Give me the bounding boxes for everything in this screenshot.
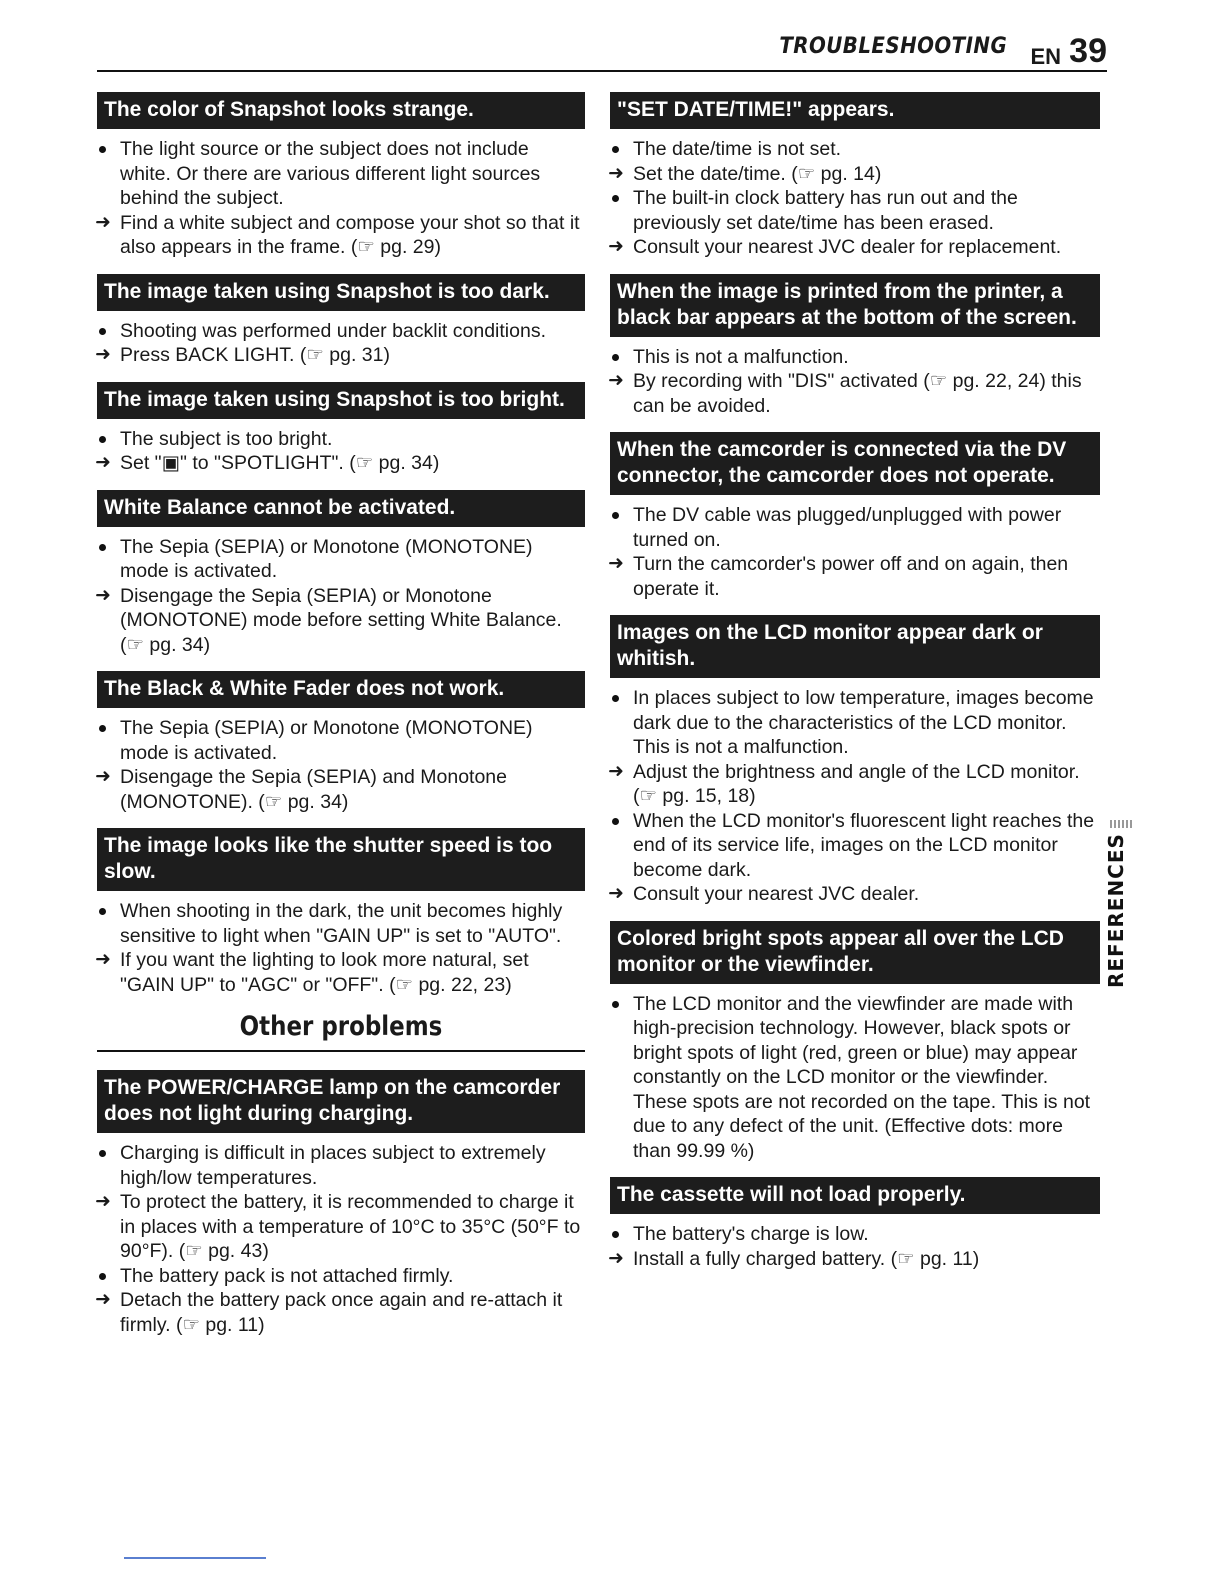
item-text: The battery pack is not attached firmly. xyxy=(120,1264,454,1287)
item-text: The DV cable was plugged/unplugged with power turned on. xyxy=(633,504,1062,551)
item-text: Turn the camcorder's power off and on again, then operate it. xyxy=(633,553,1069,600)
arrow-icon xyxy=(95,948,118,973)
section-title: Colored bright spots appear all over the LCD monitor or the viewfinder. xyxy=(610,921,1100,984)
remedy-item xyxy=(610,162,1100,187)
remedy-item xyxy=(610,1247,1100,1272)
left-column xyxy=(97,92,585,1351)
item-text: Consult your nearest JVC dealer for replacement. xyxy=(633,236,1062,258)
item-text: The light source or the subject does not include white. Or there are various different light sources behind the subject. xyxy=(120,138,541,209)
section-title: The color of Snapshot looks strange. xyxy=(97,92,585,129)
arrow-icon xyxy=(608,1247,631,1272)
section-title: The Black & White Fader does not work. xyxy=(97,671,585,708)
item-text: Install a fully charged battery. (☞ pg. 11) xyxy=(633,1247,980,1270)
remedy-item xyxy=(97,1288,585,1337)
cause-item xyxy=(97,319,585,344)
remedy-item xyxy=(97,211,585,260)
side-tab-stripe xyxy=(1110,820,1132,828)
arrow-icon xyxy=(95,451,118,476)
item-text: Consult your nearest JVC dealer. xyxy=(633,883,920,905)
section-title: The POWER/CHARGE lamp on the camcorder does not light during charging. xyxy=(97,1070,585,1133)
item-text: If you want the lighting to look more natural, set "GAIN UP" to "AGC" or "OFF". (☞ pg. 22, 23) xyxy=(120,949,529,996)
item-text: Set "▣" to "SPOTLIGHT". (☞ pg. 34) xyxy=(120,452,440,474)
arrow-icon xyxy=(608,882,631,907)
remedy-item xyxy=(97,451,585,476)
cause-item xyxy=(610,809,1100,883)
section-title: The image taken using Snapshot is too bright. xyxy=(97,382,585,419)
item-text: Find a white subject and compose your shot so that it also appears in the frame. (☞ pg. 29) xyxy=(120,211,580,258)
troubleshooting-section xyxy=(97,828,585,997)
remedy-item xyxy=(610,760,1100,809)
arrow-icon xyxy=(95,343,118,368)
other-problems-heading: Other problems xyxy=(239,1011,443,1042)
remedy-item xyxy=(97,765,585,814)
item-text: To protect the battery, it is recommended to charge it in places with a temperature of 10°C to 35°C (50°F to 90°F). (☞ pg. 43) xyxy=(120,1191,581,1262)
arrow-icon xyxy=(95,1288,118,1313)
item-text: The built-in clock battery has run out and the previously set date/time has been erased. xyxy=(633,187,1018,234)
section-title: When the camcorder is connected via the DV connector, the camcorder does not operate. xyxy=(610,432,1100,495)
section-title: White Balance cannot be activated. xyxy=(97,490,585,527)
item-text: The Sepia (SEPIA) or Monotone (MONOTONE) mode is activated. xyxy=(120,535,533,582)
cause-item xyxy=(610,503,1100,552)
item-text: In places subject to low temperature, images become dark due to the characteristics of the LCD monitor. This is not a malfunction. xyxy=(633,687,1094,758)
remedy-item xyxy=(610,369,1100,418)
item-text: Shooting was performed under backlit conditions. xyxy=(120,319,546,342)
cause-item xyxy=(610,345,1100,370)
item-text: Disengage the Sepia (SEPIA) and Monotone (MONOTONE). (☞ pg. 34) xyxy=(120,766,508,813)
side-tab xyxy=(1104,820,1138,990)
item-text: The Sepia (SEPIA) or Monotone (MONOTONE) mode is activated. xyxy=(120,717,533,764)
remedy-item xyxy=(97,343,585,368)
arrow-icon xyxy=(608,235,631,260)
cause-item xyxy=(610,186,1100,235)
cause-item xyxy=(97,427,585,452)
troubleshooting-section xyxy=(97,382,585,476)
cause-item xyxy=(610,1222,1100,1247)
page-section-title: TROUBLESHOOTING xyxy=(779,34,1007,59)
troubleshooting-section xyxy=(97,671,585,814)
item-text: Detach the battery pack once again and re-attach it firmly. (☞ pg. 11) xyxy=(120,1289,563,1336)
arrow-icon xyxy=(95,584,118,609)
arrow-icon xyxy=(608,552,631,577)
troubleshooting-section xyxy=(97,92,585,260)
arrow-icon xyxy=(608,760,631,785)
page-number: 39 xyxy=(1069,32,1107,70)
cause-item xyxy=(610,992,1100,1164)
right-column xyxy=(610,92,1100,1285)
item-text: The subject is too bright. xyxy=(120,427,333,450)
footer-rule xyxy=(124,1557,266,1559)
section-title: When the image is printed from the printer, a black bar appears at the bottom of the screen. xyxy=(610,274,1100,337)
arrow-icon xyxy=(95,211,118,236)
remedy-item xyxy=(610,882,1100,907)
item-text: By recording with "DIS" activated (☞ pg. 22, 24) this can be avoided. xyxy=(633,370,1082,417)
troubleshooting-section xyxy=(97,1070,585,1337)
section-title: The image looks like the shutter speed is too slow. xyxy=(97,828,585,891)
troubleshooting-section xyxy=(610,274,1100,419)
troubleshooting-section xyxy=(610,1177,1100,1271)
heading-rule xyxy=(97,1050,585,1052)
item-text: Set the date/time. (☞ pg. 14) xyxy=(633,162,882,185)
troubleshooting-section xyxy=(610,92,1100,260)
item-text: When shooting in the dark, the unit becomes highly sensitive to light when "GAIN UP" is set to "AUTO". xyxy=(120,900,563,947)
cause-item xyxy=(97,535,585,584)
troubleshooting-section xyxy=(610,921,1100,1164)
cause-item xyxy=(97,1264,585,1289)
item-text: This is not a malfunction. xyxy=(633,345,849,368)
cause-item xyxy=(610,686,1100,760)
arrow-icon xyxy=(608,162,631,187)
cause-item xyxy=(97,137,585,211)
section-title: The cassette will not load properly. xyxy=(610,1177,1100,1214)
remedy-item xyxy=(610,235,1100,260)
item-text: The date/time is not set. xyxy=(633,138,842,160)
cause-item xyxy=(97,899,585,948)
item-text: The battery's charge is low. xyxy=(633,1223,869,1245)
item-text: Disengage the Sepia (SEPIA) or Monotone (MONOTONE) mode before setting White Balance. (☞ pg. 34) xyxy=(120,584,562,656)
cause-item xyxy=(610,137,1100,162)
troubleshooting-section xyxy=(97,490,585,658)
section-title: The image taken using Snapshot is too dark. xyxy=(97,274,585,311)
cause-item xyxy=(97,1141,585,1190)
troubleshooting-section xyxy=(610,432,1100,601)
remedy-item xyxy=(97,584,585,658)
remedy-item xyxy=(610,552,1100,601)
item-text: Adjust the brightness and angle of the LCD monitor. (☞ pg. 15, 18) xyxy=(633,760,1080,807)
item-text: When the LCD monitor's fluorescent light reaches the end of its service life, images on the LCD monitor become dark. xyxy=(633,809,1095,881)
cause-item xyxy=(97,716,585,765)
item-text: Charging is difficult in places subject to extremely high/low temperatures. xyxy=(120,1142,546,1189)
remedy-item xyxy=(97,1190,585,1264)
item-text: Press BACK LIGHT. (☞ pg. 31) xyxy=(120,344,390,366)
page-header xyxy=(97,30,1107,72)
remedy-item xyxy=(97,948,585,997)
arrow-icon xyxy=(608,369,631,394)
arrow-icon xyxy=(95,1190,118,1215)
side-tab-label: REFERENCES xyxy=(1104,833,1128,988)
troubleshooting-section xyxy=(97,274,585,368)
section-title: "SET DATE/TIME!" appears. xyxy=(610,92,1100,129)
language-label: EN xyxy=(1030,44,1061,69)
section-title: Images on the LCD monitor appear dark or whitish. xyxy=(610,615,1100,678)
item-text: The LCD monitor and the viewfinder are made with high-precision technology. However, black spots or bright spots of light (red, green or blue) may appear constantly on the LCD monitor or the viewfinder. These spots are not recorded on the tape. This is not due to any defect of the unit. (Effective dots: more than 99.99 %) xyxy=(633,992,1091,1162)
arrow-icon xyxy=(95,765,118,790)
troubleshooting-section xyxy=(610,615,1100,907)
